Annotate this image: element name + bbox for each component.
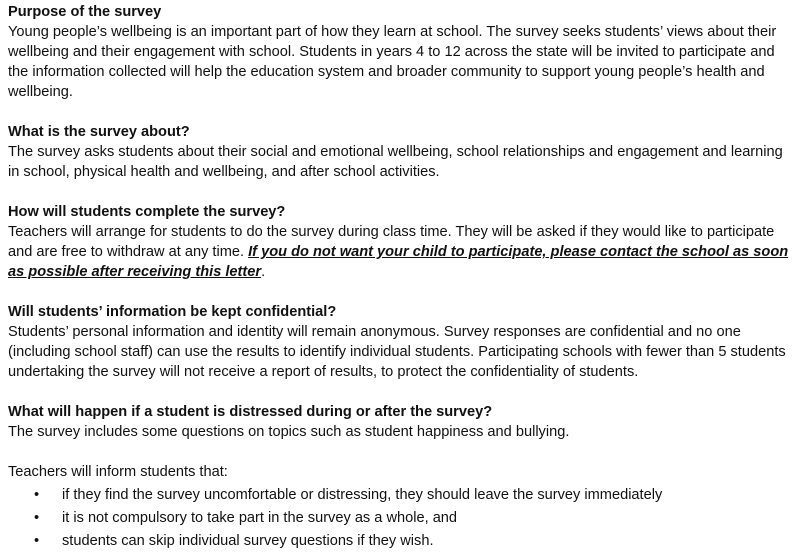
bullet-icon: • — [34, 510, 40, 526]
list-item — [8, 484, 790, 507]
bullet-icon: • — [34, 487, 40, 503]
section-body: Teachers will arrange for students to do the survey during class time. They will be asked if they would like to participate and are free to withdraw at any time. If you do not want your child to participate, please contact the school as soon as possible after receiving this letter. — [8, 224, 789, 280]
inform-list — [8, 484, 790, 553]
opt-out-notice: If you do not want your child to participate, please contact the school as soon as possible after receiving this letter — [8, 244, 789, 280]
list-item — [8, 530, 790, 553]
section-body-text: Teachers will arrange for students to do the survey during class time. They will be asked if they would like to participate and are free to withdraw at any time. — [8, 224, 775, 260]
section-heading: Will students’ information be kept confidential? — [8, 304, 337, 320]
section-heading: What will happen if a student is distressed during or after the survey? — [8, 404, 493, 420]
section-heading: How will students complete the survey? — [8, 204, 286, 220]
section-heading: What is the survey about? — [8, 124, 190, 140]
list-item — [8, 507, 790, 530]
list-item-text: it is not compulsory to take part in the survey as a whole, and — [62, 510, 458, 526]
list-item-text: students can skip individual survey questions if they wish. — [62, 533, 434, 549]
section-complete — [8, 202, 790, 282]
section-body: The survey asks students about their social and emotional wellbeing, school relationships and engagement and learning in school, physical health and wellbeing, and after school activities. — [8, 144, 783, 180]
section-body: The survey includes some questions on topics such as student happiness and bullying. — [8, 424, 570, 440]
list-item-text: if they find the survey uncomfortable or distressing, they should leave the survey immediately — [62, 487, 663, 503]
section-confidential — [8, 302, 790, 382]
section-distressed — [8, 402, 790, 442]
section-heading: Purpose of the survey — [8, 4, 162, 20]
section-about — [8, 122, 790, 182]
section-inform — [8, 462, 790, 553]
section-body: Students’ personal information and identity will remain anonymous. Survey responses are confidential and no one (including school staff) can use the results to identify individual students. Participating schools with fewer than 5 students undertaking the survey will not receive a report of results, to protect the confidentiality of students. — [8, 324, 786, 380]
inform-intro: Teachers will inform students that: — [8, 464, 228, 480]
bullet-icon: • — [34, 533, 40, 549]
section-body: Young people’s wellbeing is an important part of how they learn at school. The survey seeks students’ views about their wellbeing and their engagement with school. Students in years 4 to 12 across the state will be invited to participate and the information collected will help the education system and broader community to support young people’s health and wellbeing. — [8, 24, 777, 100]
section-purpose — [8, 2, 790, 102]
